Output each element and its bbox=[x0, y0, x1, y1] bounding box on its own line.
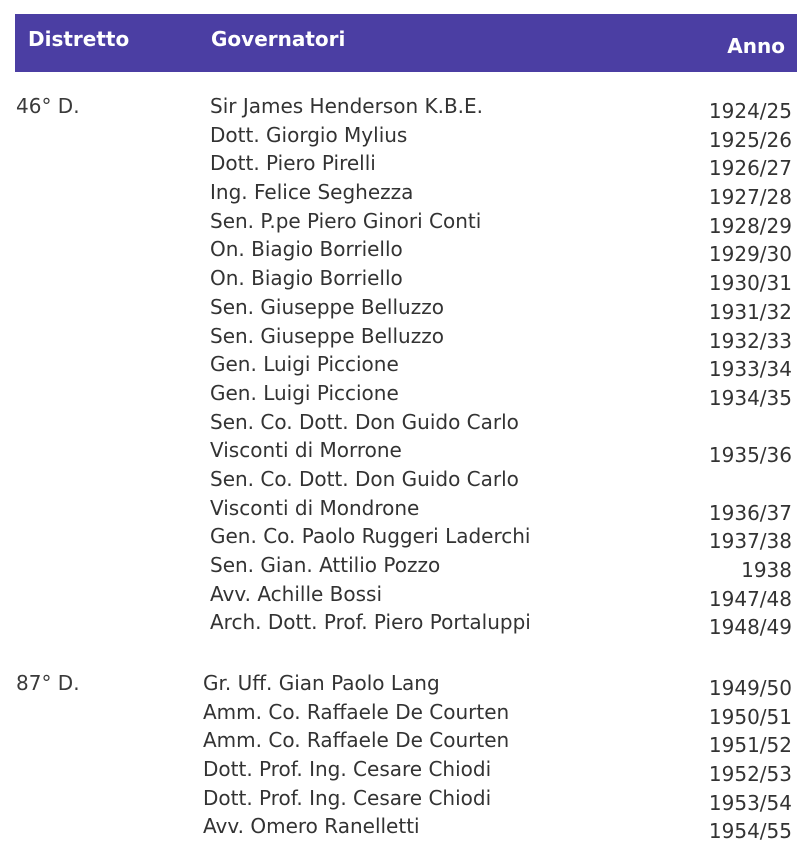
header-distretto: Distretto bbox=[28, 27, 130, 51]
governor-year: 1937/38 bbox=[708, 529, 792, 554]
governor-name: Sen. Giuseppe Belluzzo bbox=[210, 294, 444, 319]
governor-name: Gr. Uff. Gian Paolo Lang bbox=[203, 671, 440, 695]
governor-name: Gen. Co. Paolo Ruggeri Laderchi bbox=[210, 524, 531, 549]
governor-year: 1947/48 bbox=[708, 586, 792, 611]
header-governatori: Governatori bbox=[211, 27, 346, 51]
table-row bbox=[0, 151, 800, 180]
table-row bbox=[0, 352, 800, 381]
table-row bbox=[0, 94, 800, 123]
district-label: 46° D. bbox=[16, 94, 80, 118]
table-row bbox=[0, 237, 800, 266]
governor-name: Sir James Henderson K.B.E. bbox=[210, 94, 484, 118]
table-row bbox=[0, 671, 800, 700]
governor-year: 1938 bbox=[741, 558, 792, 582]
governor-name: Gen. Luigi Piccione bbox=[210, 352, 399, 377]
table-row bbox=[0, 757, 800, 786]
table-row bbox=[0, 180, 800, 209]
table-row bbox=[0, 553, 800, 582]
governor-name: Dott. Prof. Ing. Cesare Chiodi bbox=[203, 757, 492, 782]
governor-year: 1927/28 bbox=[708, 185, 792, 210]
governor-name: Dott. Giorgio Mylius bbox=[210, 122, 408, 147]
table-row bbox=[0, 814, 800, 843]
governor-list bbox=[0, 94, 800, 639]
governor-name: Sen. Co. Dott. Don Guido Carlo bbox=[210, 466, 519, 491]
governor-year: 1931/32 bbox=[708, 299, 792, 324]
table-row bbox=[0, 496, 800, 525]
governor-name: Dott. Prof. Ing. Cesare Chiodi bbox=[203, 785, 492, 810]
governor-list bbox=[0, 671, 800, 843]
governor-name: Sen. Co. Dott. Don Guido Carlo bbox=[210, 409, 519, 434]
governor-name: Ing. Felice Seghezza bbox=[210, 180, 414, 205]
header-anno: Anno bbox=[727, 34, 785, 58]
governor-year: 1935/36 bbox=[708, 443, 792, 468]
table-row bbox=[0, 123, 800, 152]
table-row bbox=[0, 786, 800, 815]
table-row bbox=[0, 438, 800, 467]
governor-year: 1954/55 bbox=[708, 819, 792, 844]
governor-year: 1924/25 bbox=[708, 99, 792, 123]
governor-year: 1952/53 bbox=[708, 762, 792, 787]
governor-name: On. Biagio Borriello bbox=[210, 266, 403, 291]
table-row bbox=[0, 524, 800, 553]
governor-year: 1948/49 bbox=[708, 615, 792, 640]
governor-name: Visconti di Mondrone bbox=[210, 495, 420, 520]
governor-name: Arch. Dott. Prof. Piero Portaluppi bbox=[210, 610, 531, 635]
governor-name: On. Biagio Borriello bbox=[210, 237, 403, 262]
governor-year: 1929/30 bbox=[708, 242, 792, 267]
governor-name: Dott. Piero Pirelli bbox=[210, 151, 376, 176]
table-row bbox=[0, 381, 800, 410]
table-row bbox=[0, 266, 800, 295]
governor-year: 1933/34 bbox=[708, 357, 792, 382]
governor-year: 1930/31 bbox=[708, 271, 792, 296]
governor-year: 1925/26 bbox=[708, 127, 792, 152]
table-row bbox=[0, 728, 800, 757]
district-label: 87° D. bbox=[16, 671, 80, 695]
governor-name: Visconti di Morrone bbox=[210, 438, 402, 463]
governor-year: 1926/27 bbox=[708, 156, 792, 181]
table-row bbox=[0, 610, 800, 639]
governor-name: Gen. Luigi Piccione bbox=[210, 380, 399, 405]
governor-year: 1934/35 bbox=[708, 385, 792, 410]
governor-year: 1949/50 bbox=[708, 676, 792, 700]
governor-year: 1936/37 bbox=[708, 500, 792, 525]
governor-year: 1953/54 bbox=[708, 790, 792, 815]
table-row bbox=[0, 324, 800, 353]
governor-name: Sen. Giuseppe Belluzzo bbox=[210, 323, 444, 348]
table-row bbox=[0, 467, 800, 496]
governor-name: Sen. P.pe Piero Ginori Conti bbox=[210, 208, 482, 233]
table-header bbox=[15, 14, 797, 72]
governor-year: 1932/33 bbox=[708, 328, 792, 353]
governor-year: 1951/52 bbox=[708, 733, 792, 758]
governor-name: Amm. Co. Raffaele De Courten bbox=[203, 699, 510, 724]
governor-name: Avv. Omero Ranelletti bbox=[203, 814, 420, 839]
governor-name: Avv. Achille Bossi bbox=[210, 581, 383, 606]
table-row bbox=[0, 295, 800, 324]
governor-year: 1928/29 bbox=[708, 213, 792, 238]
table-row bbox=[0, 582, 800, 611]
governor-name: Amm. Co. Raffaele De Courten bbox=[203, 728, 510, 753]
table-row bbox=[0, 410, 800, 439]
governor-year: 1950/51 bbox=[708, 704, 792, 729]
table-row bbox=[0, 700, 800, 729]
governor-name: Sen. Gian. Attilio Pozzo bbox=[210, 553, 441, 577]
table-row bbox=[0, 209, 800, 238]
